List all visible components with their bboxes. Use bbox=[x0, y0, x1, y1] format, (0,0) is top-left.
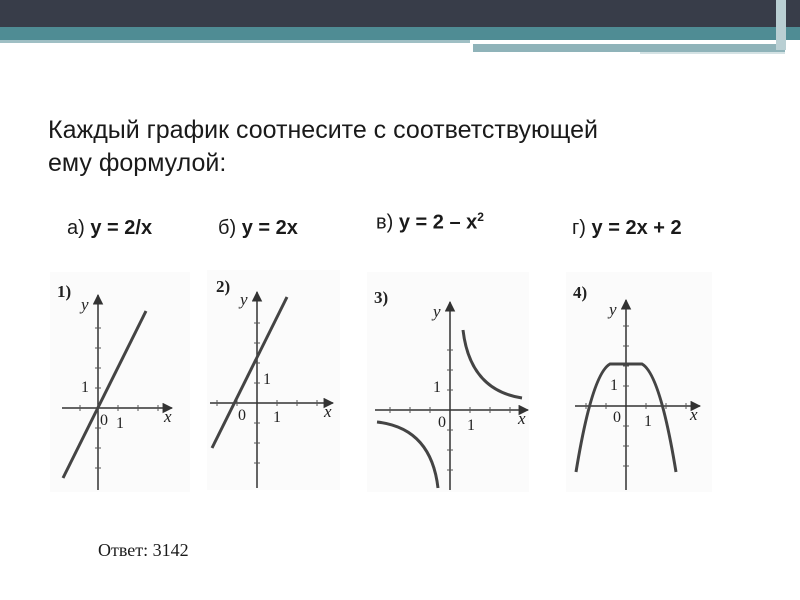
answer-text: Ответ: 3142 bbox=[98, 540, 189, 560]
graph-background bbox=[207, 270, 340, 490]
y-tick-label: 1 bbox=[433, 379, 441, 396]
graph-index: 3) bbox=[374, 288, 389, 307]
x-tick-label: 1 bbox=[644, 413, 652, 430]
formula-label: б) bbox=[218, 217, 237, 239]
task-title: Каждый график соотнесите с соответствующей ему формулой: bbox=[48, 116, 598, 177]
graph-background bbox=[367, 272, 529, 492]
graph-1 bbox=[50, 272, 190, 492]
origin-label: 0 bbox=[238, 407, 246, 424]
graph-index: 4) bbox=[573, 283, 588, 302]
y-tick-label: 1 bbox=[263, 371, 271, 388]
y-axis-label: y bbox=[433, 302, 441, 321]
x-tick-label: 1 bbox=[467, 417, 475, 434]
origin-label: 0 bbox=[100, 412, 108, 429]
origin-label: 0 bbox=[438, 414, 446, 431]
x-axis-label: x bbox=[518, 409, 526, 428]
formula-label: г) bbox=[572, 217, 586, 239]
x-axis-label: x bbox=[164, 407, 172, 426]
y-tick-label: 1 bbox=[81, 379, 89, 396]
origin-label: 0 bbox=[613, 409, 621, 426]
graph-background bbox=[566, 272, 712, 492]
x-axis-label: x bbox=[690, 405, 698, 424]
x-tick-label: 1 bbox=[116, 415, 124, 432]
formula-exponent: 2 bbox=[477, 210, 484, 224]
y-tick-label: 1 bbox=[610, 377, 618, 394]
y-axis-label: y bbox=[81, 295, 89, 314]
formula-expression: y = 2x + 2 bbox=[591, 217, 682, 239]
formula-expression: y = 2x bbox=[241, 217, 298, 239]
graph-2 bbox=[207, 270, 340, 490]
graph-index: 1) bbox=[57, 282, 72, 301]
x-axis-label: x bbox=[324, 402, 332, 421]
x-tick-label: 1 bbox=[273, 409, 281, 426]
y-axis-label: y bbox=[240, 290, 248, 309]
graph-3 bbox=[367, 272, 529, 492]
formula-expression: y = 2 – x bbox=[398, 211, 478, 234]
graph-4 bbox=[566, 272, 712, 492]
formula-label: а) bbox=[67, 217, 85, 239]
formula-label: в) bbox=[376, 211, 394, 234]
formula-expression: y = 2/x bbox=[90, 217, 153, 239]
graph-index: 2) bbox=[216, 277, 231, 296]
y-axis-label: y bbox=[609, 300, 617, 319]
